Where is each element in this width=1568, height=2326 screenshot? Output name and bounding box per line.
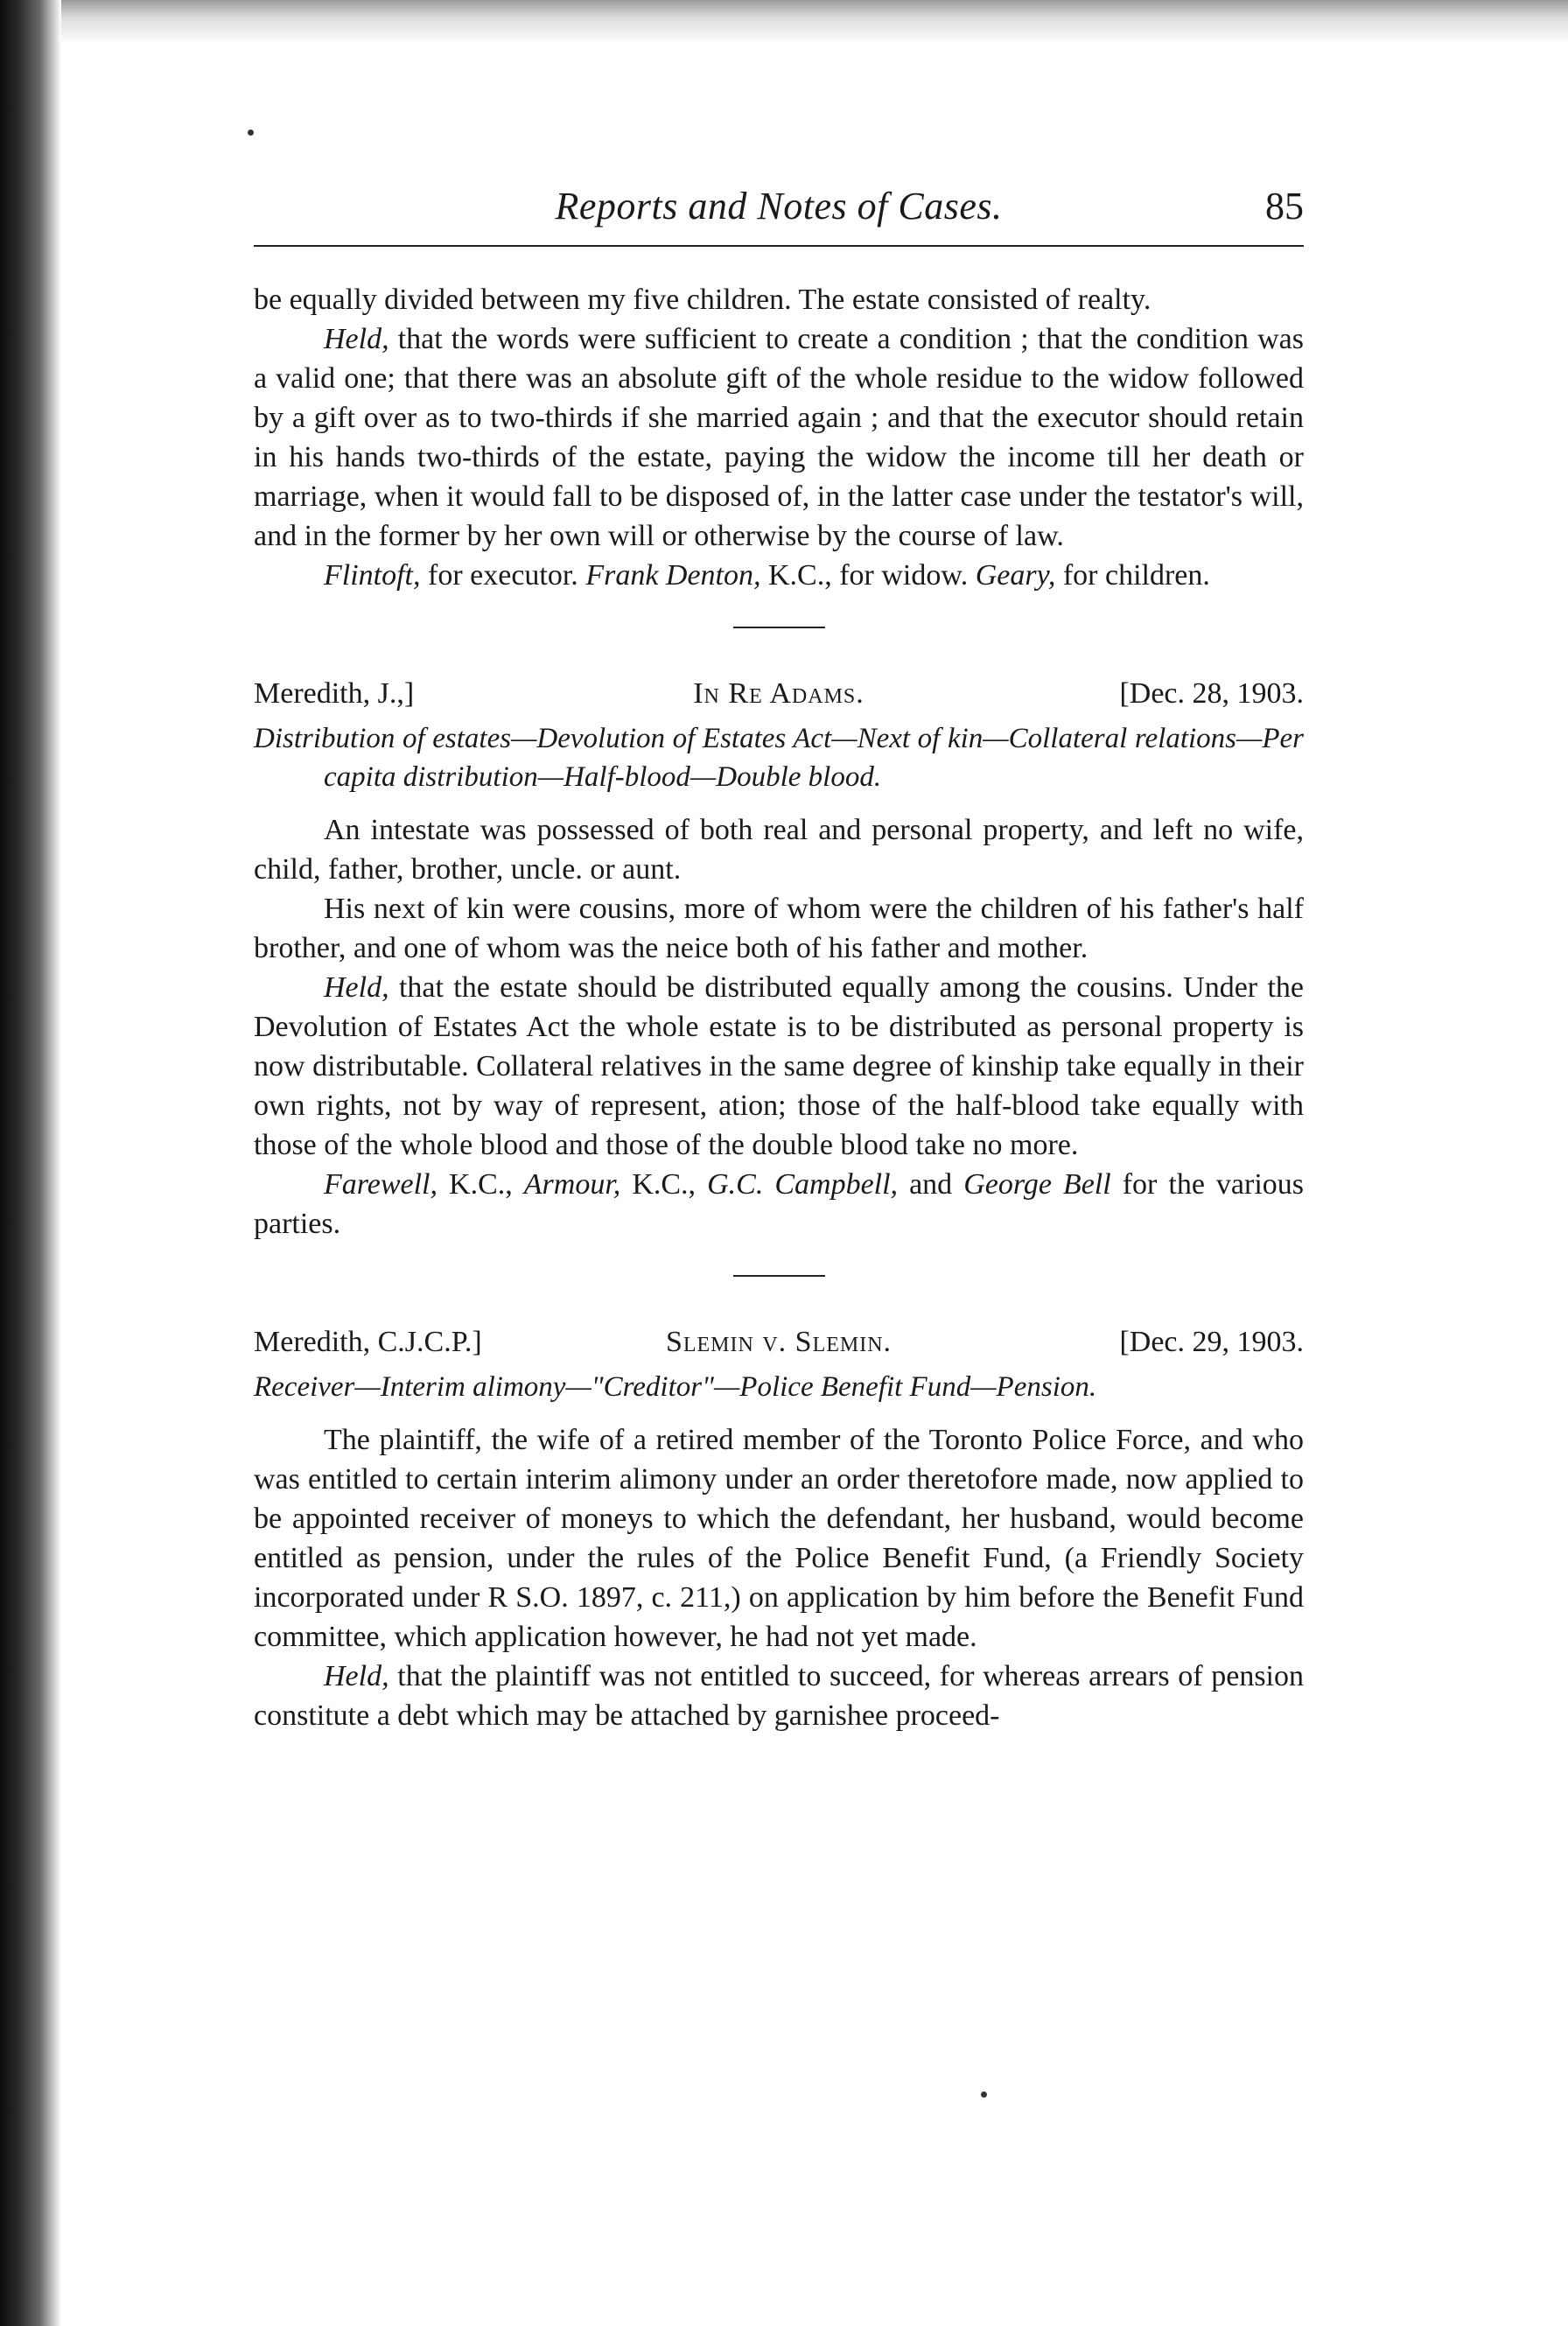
case-paragraph: The plaintiff, the wife of a retired member of the Toronto Police Force, and who was entitled to certain interim alimony under an order theretofore made, now applied to be appointed receiver of moneys to which the defendant, her husband, would become entitled as pension, under the rules of the Police Benefit Fund, (a Friendly Society incorporated under R S.O. 1897, c. 211,) on application by him before the Benefit Fund committee, which application however, he had not yet made. <box>254 1424 1304 1653</box>
case-date: [Dec. 28, 1903. <box>1119 677 1304 710</box>
case-in-re-adams <box>254 677 1304 1244</box>
scan-binding-shadow <box>0 0 61 2326</box>
carryover-paragraph: be equally divided between my five children. The estate consisted of realty. <box>254 284 1152 316</box>
running-title: Reports and Notes of Cases. <box>555 185 1003 228</box>
case-name: In Re Adams. <box>693 677 864 710</box>
case-name: Slemin v. Slemin. <box>665 1326 892 1358</box>
case-judge: Meredith, C.J.C.P.] <box>254 1326 482 1358</box>
case-holding <box>254 968 1304 1165</box>
counsel-name: Farewell, <box>324 1168 438 1201</box>
dust-speck <box>248 130 254 136</box>
counsel-name: Flintoft, <box>324 559 421 592</box>
counsel-name: Geary, <box>975 559 1056 592</box>
counsel-name: G.C. Campbell, <box>707 1168 899 1201</box>
held-text: that the plaintiff was not entitled to succeed, for whereas arrears of pension constitute a debt which may be attached by garnishee proceed- <box>254 1660 1304 1732</box>
held-label: Held, <box>324 971 389 1004</box>
section-divider <box>733 1275 825 1277</box>
case-holding <box>254 1657 1304 1735</box>
case-date: [Dec. 29, 1903. <box>1119 1326 1304 1358</box>
counsel-name: George Bell <box>963 1168 1111 1201</box>
counsel-role: K.C., for widow. <box>760 559 976 592</box>
book-page <box>254 166 1304 1735</box>
held-text: that the estate should be distributed equally among the cousins. Under the Devolution of Estates Act the whole estate is to be distributed as personal property is now distributable. Collateral relatives in the same degree of kinship take equally in their own rights, not by way of represent, ation; those of the half-blood take equally with those of the whole blood and those of the double blood take no more. <box>254 971 1304 1161</box>
carryover-case <box>254 280 1304 595</box>
case-heading <box>254 677 1304 719</box>
case-slemin-v-slemin <box>254 1326 1304 1735</box>
counsel-name: Frank Denton, <box>585 559 761 592</box>
held-label: Held, <box>324 1660 389 1692</box>
case-judge: Meredith, J.,] <box>254 677 415 710</box>
counsel-role: K.C., <box>620 1168 708 1201</box>
running-header <box>254 166 1304 247</box>
carryover-counsel <box>254 556 1304 595</box>
held-text: that the words were sufficient to create a condition ; that the condition was a valid one; that there was an absolute gift of the whole residue to the widow followed by a gift over as to two-thirds if she married again ; and that the executor should retain in his hands two-thirds of the estate, paying the widow the income till her death or marriage, when it would fall to be disposed of, in the latter case under the testator's will, and in the former by her own will or otherwise by the course of law. <box>254 323 1304 552</box>
case-headnote: Distribution of estates—Devolution of Estates Act—Next of kin—Collateral relations—Per capita distribution—Half-blood—Double blood. <box>254 723 1304 793</box>
case-counsel <box>254 1165 1304 1244</box>
case-paragraph: His next of kin were cousins, more of whom were the children of his father's half brother, and one of whom was the neice both of his father and mother. <box>254 893 1304 964</box>
held-label: Held, <box>324 323 389 355</box>
page-number: 85 <box>1265 185 1304 228</box>
scan-top-shadow <box>0 0 1568 44</box>
counsel-role: for executor. <box>420 559 586 592</box>
carryover-holding <box>254 319 1304 556</box>
counsel-role: for the various parties. <box>254 1168 1305 1240</box>
counsel-name: Armour, <box>523 1168 621 1201</box>
counsel-role: for children. <box>1055 559 1210 592</box>
case-paragraph: An intestate was possessed of both real and personal property, and left no wife, child, father, brother, uncle. or aunt. <box>254 814 1304 886</box>
section-divider <box>733 627 825 628</box>
case-headnote: Receiver—Interim alimony—"Creditor"—Police Benefit Fund—Pension. <box>254 1371 1097 1403</box>
counsel-role: K.C., <box>438 1168 524 1201</box>
dust-speck <box>981 2091 987 2098</box>
counsel-role: and <box>898 1168 964 1201</box>
case-heading <box>254 1326 1304 1368</box>
